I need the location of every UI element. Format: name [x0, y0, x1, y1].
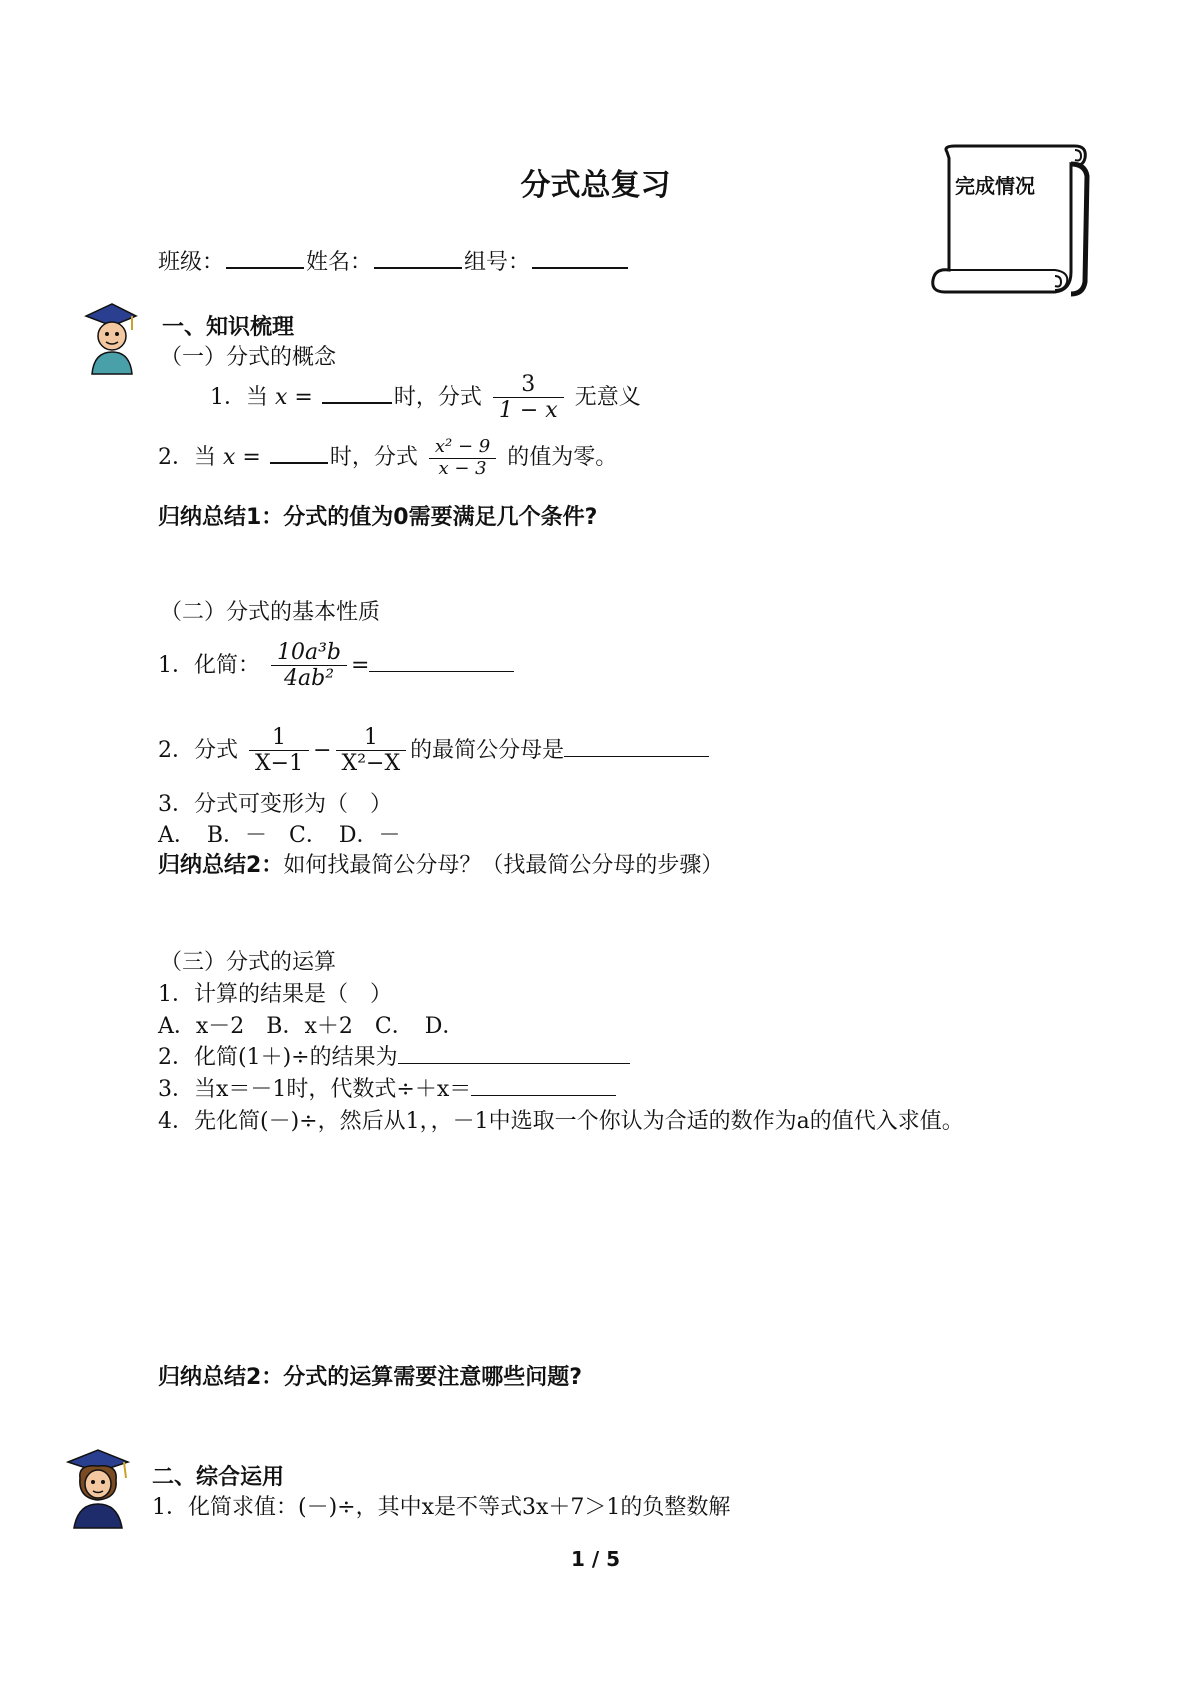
student-graduate-icon — [82, 300, 138, 380]
fraction: $\frac{3}{1 - x}$ — [493, 372, 564, 424]
group-blank[interactable] — [532, 249, 628, 269]
fraction: $\frac{\text{x² − 9}}{x - 3}$ — [429, 437, 496, 479]
scroll-label: 完成情况 — [955, 174, 1035, 198]
name-blank[interactable] — [374, 249, 462, 269]
fraction: $\frac{\text{10a³b}}{\text{4ab²}}$ — [271, 640, 347, 692]
answer-blank[interactable] — [398, 1045, 630, 1064]
section2-q1: 1．化简求值：(－)÷，其中x是不等式3x＋7＞1的负整数解 — [152, 1495, 731, 1520]
answer-blank[interactable] — [564, 738, 709, 757]
scroll-icon — [925, 142, 1095, 302]
answer-blank[interactable] — [270, 444, 328, 464]
name-label: 姓名： — [306, 250, 373, 275]
group-label: 组号： — [464, 250, 531, 275]
sub3-heading: （三）分式的运算 — [160, 950, 337, 975]
sub1-heading: （一）分式的概念 — [160, 345, 337, 370]
summary-2: 归纳总结2：如何找最简公分母？（找最简公分母的步骤） — [158, 853, 724, 878]
section1-heading: 一、知识梳理 — [162, 315, 295, 340]
answer-blank[interactable] — [369, 653, 514, 672]
summary-1: 归纳总结1：分式的值为0需要满足几个条件? — [158, 505, 598, 530]
sub1-q1: 1．当 x = 时，分式 $\frac{3}{1 - x}$ 无意义 — [210, 372, 641, 424]
page-title: 分式总复习 — [520, 168, 671, 203]
answer-blank[interactable] — [471, 1077, 616, 1096]
sub2-q1: 1．化简： $\frac{\text{10a³b}}{\text{4ab²}}$ = — [158, 640, 514, 692]
page-number: 1 / 5 — [570, 1547, 621, 1571]
summary-3: 归纳总结2：分式的运算需要注意哪些问题? — [158, 1365, 583, 1390]
graduate-student-icon — [64, 1448, 134, 1534]
fraction: $\frac{1}{X-1}$ — [249, 725, 309, 777]
sub2-q2: 2．分式 $\frac{1}{X-1}$ − $\frac{1}{\text{X²−X}}$ 的最简公分母是 — [158, 725, 709, 777]
sub2-q3-options: A． B．－ C． D．－ — [158, 823, 401, 848]
sub3-q2: 2．化简(1＋)÷的结果为 — [158, 1040, 630, 1071]
sub3-q4: 4．先化简(－)÷，然后从1，，－1中选取一个你认为合适的数作为a的值代入求值。 — [158, 1109, 964, 1134]
completion-scroll — [925, 142, 1095, 302]
class-label: 班级： — [158, 250, 225, 275]
fraction: $\frac{1}{\text{X²−X}}$ — [336, 725, 407, 777]
sub1-q2: 2．当 x = 时，分式 $\frac{\text{x² − 9}}{x - 3}$ 的值为零。 — [158, 436, 618, 479]
sub3-q1-options: A．x－2 B．x＋2 C． D． — [158, 1014, 465, 1039]
sub3-q1: 1．计算的结果是（ ） — [158, 982, 392, 1007]
sub3-q3: 3．当x＝－1时，代数式÷＋x＝ — [158, 1072, 616, 1103]
header-fields — [158, 245, 630, 276]
answer-blank[interactable] — [322, 384, 392, 404]
sub2-heading: （二）分式的基本性质 — [160, 600, 381, 625]
section2-heading: 二、综合运用 — [152, 1465, 285, 1490]
sub2-q3: 3．分式可变形为（ ） — [158, 792, 392, 817]
class-blank[interactable] — [226, 249, 304, 269]
